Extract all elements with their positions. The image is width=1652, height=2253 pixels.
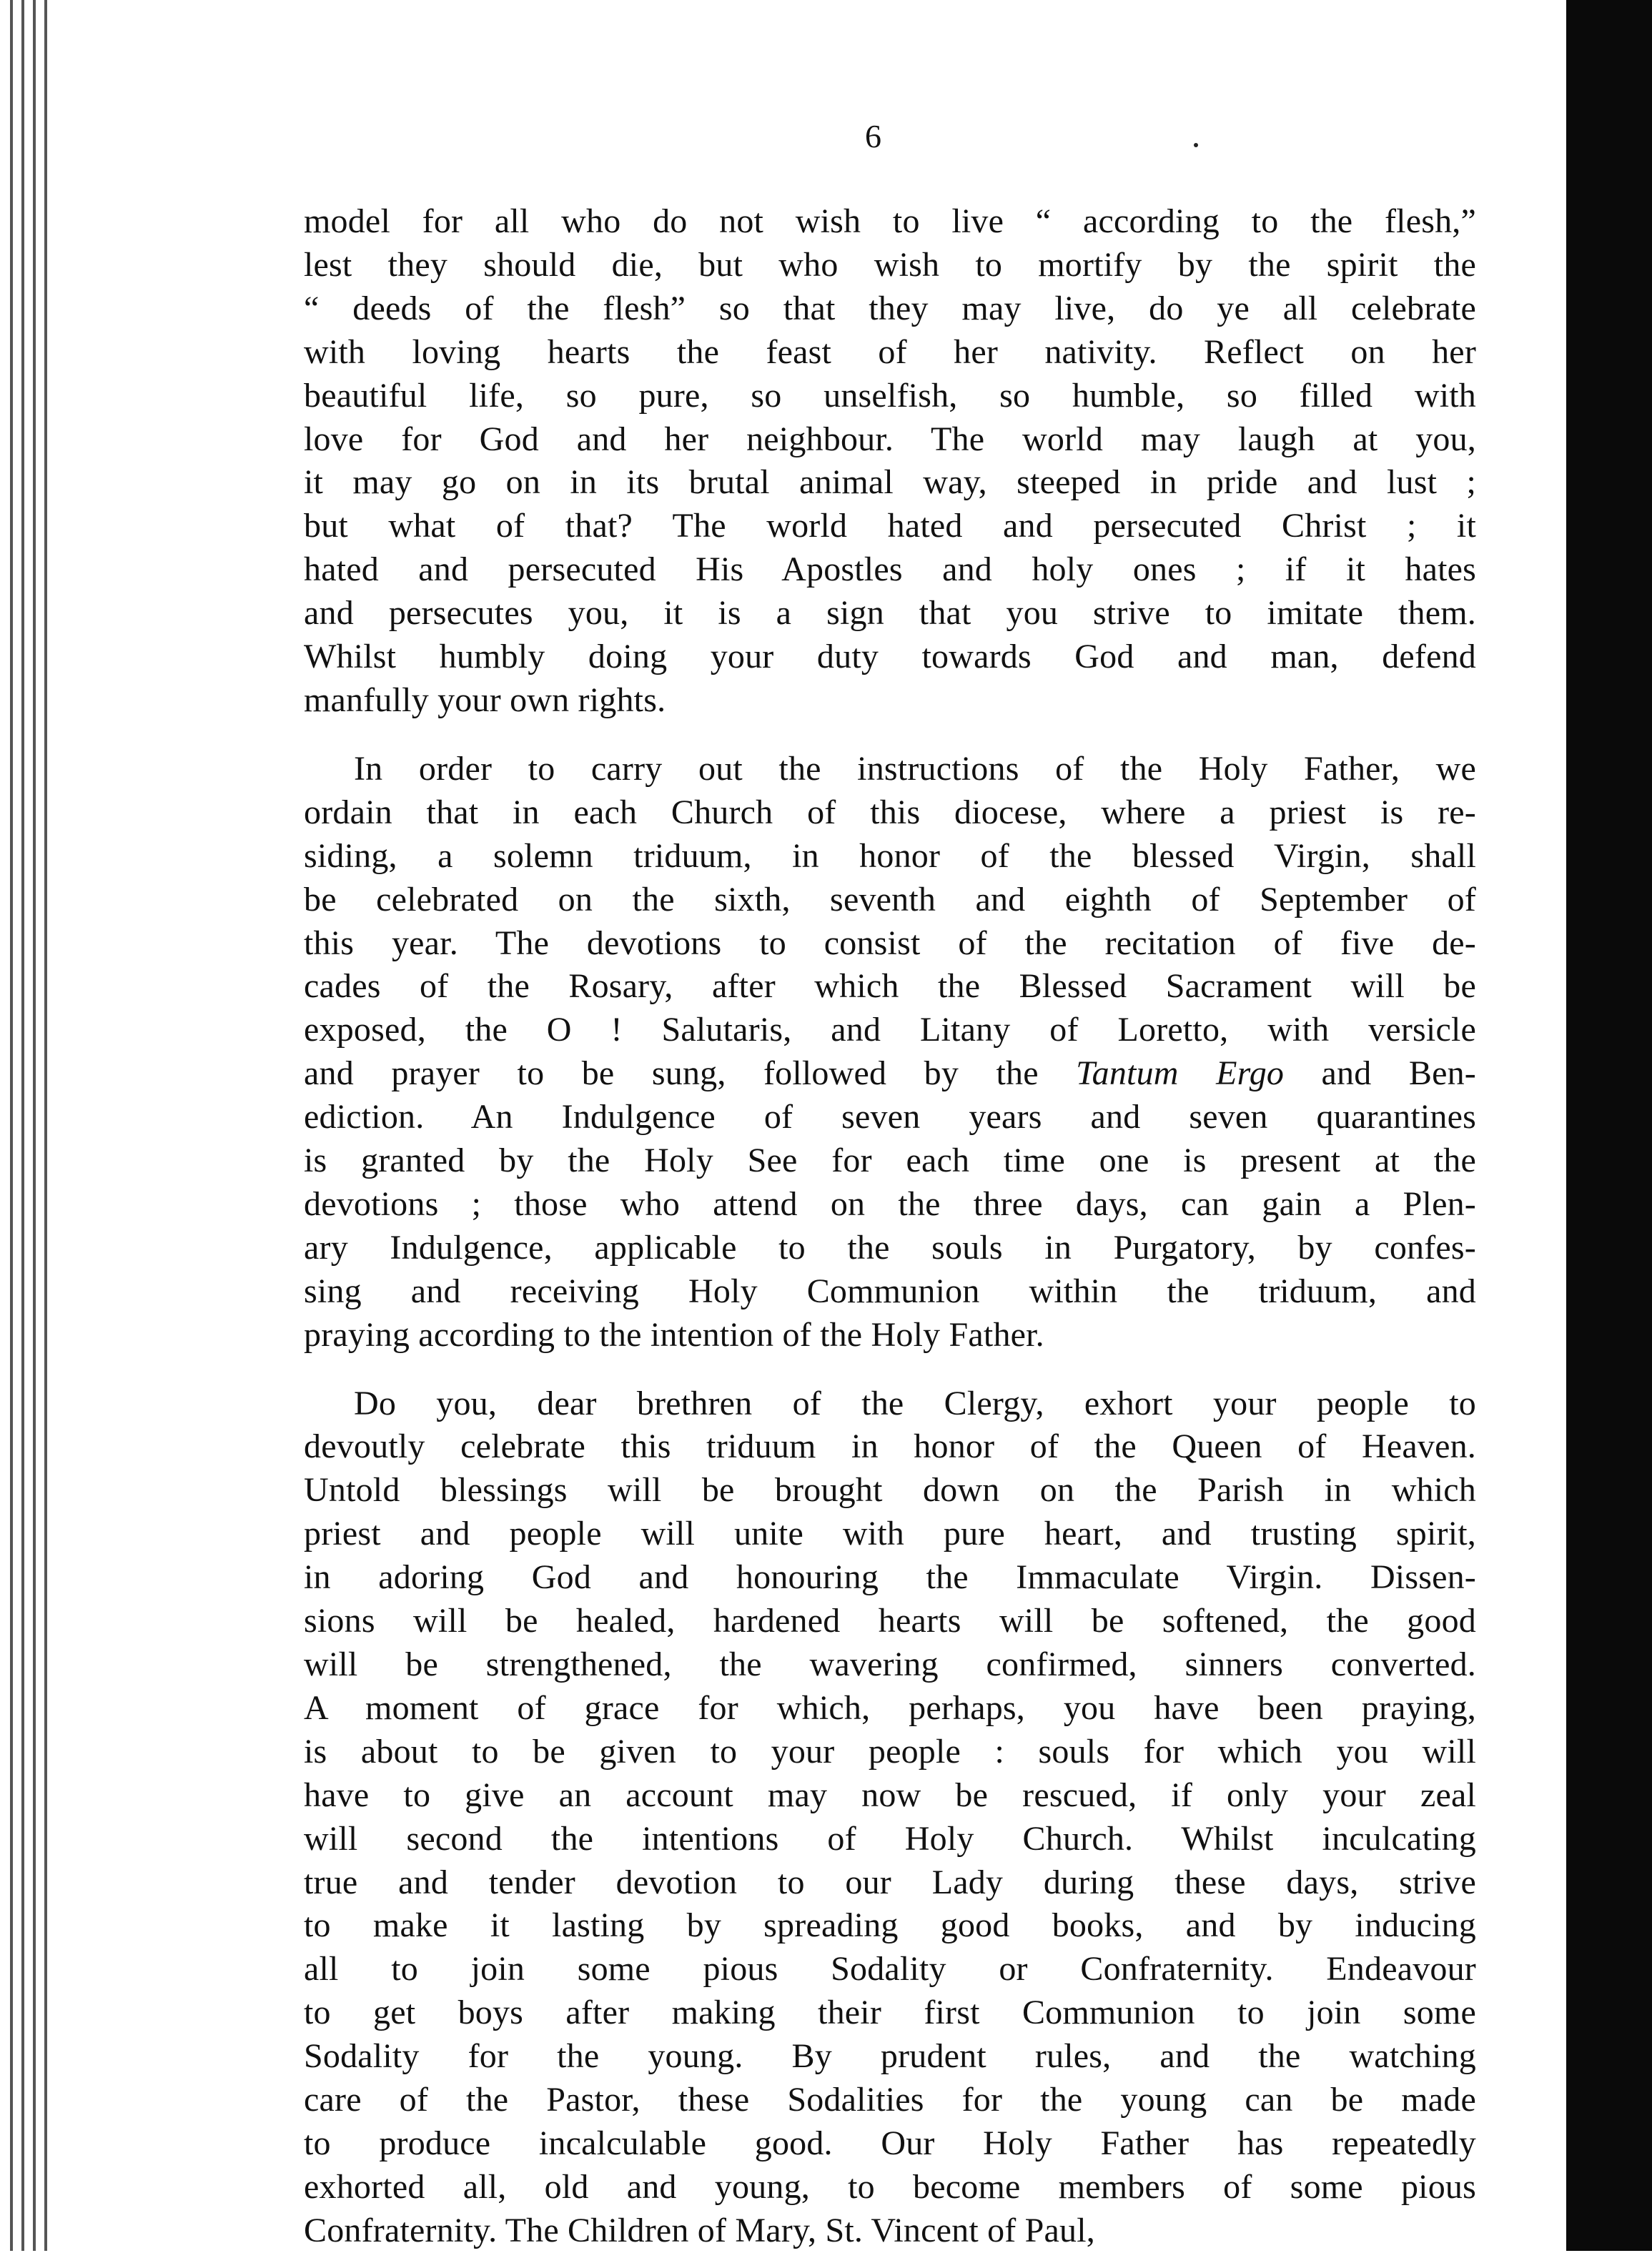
- text-line: but what of that? The world hated and persecuted Christ ; it: [304, 507, 1476, 545]
- text-line: Do you, dear brethren of the Clergy, exhort your people to: [354, 1384, 1476, 1422]
- text-line: “ deeds of the flesh” so that they may live, do ye all celebrate: [304, 289, 1476, 327]
- page-stack-line: [10, 0, 13, 2251]
- text-line: Whilst humbly doing your duty towards God and man, defend: [304, 638, 1476, 676]
- text-line: manfully your own rights.: [304, 680, 666, 719]
- text-line: will be strengthened, the wavering confirmed, sinners converted.: [304, 1645, 1476, 1683]
- paragraph-gap: [304, 723, 1476, 748]
- text-line: exposed, the O ! Salutaris, and Litany of Loretto, with versicle: [304, 1011, 1476, 1049]
- text-line: to produce incalculable good. Our Holy Father has repeatedly: [304, 2124, 1476, 2162]
- text-line: In order to carry out the instructions of the Holy Father, we: [354, 749, 1476, 788]
- text-line: priest and people will unite with pure heart, and trusting spirit,: [304, 1515, 1476, 1553]
- paragraph-3: [304, 1382, 1476, 2253]
- text-line: lest they should die, but who wish to mortify by the spirit the: [304, 245, 1476, 284]
- text-line: to get boys after making their first Communion to join some: [304, 1994, 1476, 2032]
- scan-left-edge: [0, 0, 59, 2251]
- text-line: praying according to the intention of the Holy Father.: [304, 1315, 1044, 1354]
- text-line: is about to be given to your people : souls for which you will: [304, 1732, 1476, 1771]
- text-segment: and prayer to be sung, followed by the: [304, 1054, 1077, 1093]
- text-line: to make it lasting by spreading good books, and by inducing: [304, 1906, 1476, 1945]
- text-line: with loving hearts the feast of her nativity. Reflect on her: [304, 332, 1476, 371]
- text-line: true and tender devotion to our Lady during these days, strive: [304, 1863, 1476, 1901]
- text-line: ary Indulgence, applicable to the souls in Purgatory, by confes-: [304, 1228, 1476, 1267]
- document-page: [57, 0, 1566, 2251]
- body-text: [304, 200, 1476, 2253]
- text-line: ediction. An Indulgence of seven years and seven quarantines: [304, 1098, 1476, 1137]
- text-line: Sodality for the young. By prudent rules, and the watching: [304, 2037, 1476, 2076]
- italic-phrase: Tantum Ergo: [1076, 1054, 1285, 1093]
- text-line: hated and persecuted His Apostles and holy ones ; if it hates: [304, 550, 1476, 589]
- page-stack-line: [44, 0, 47, 2251]
- text-line: ordain that in each Church of this diocese, where a priest is re-: [304, 793, 1476, 831]
- text-line: this year. The devotions to consist of the recitation of five de-: [304, 924, 1476, 962]
- paragraph-2: [304, 748, 1476, 1357]
- paragraph-1: [304, 200, 1476, 723]
- text-line: A moment of grace for which, perhaps, you have been praying,: [304, 1688, 1476, 1727]
- page-stack-line: [33, 0, 36, 2251]
- page-number: 6: [865, 118, 881, 154]
- text-line: Confraternity. The Children of Mary, St. Vincent of Paul,: [304, 2211, 1095, 2249]
- scan-speck: [1194, 143, 1198, 147]
- page-stack-line: [21, 0, 24, 2251]
- text-line: have to give an account may now be rescued, if only your zeal: [304, 1776, 1476, 1814]
- text-line: love for God and her neighbour. The world may laugh at you,: [304, 420, 1476, 458]
- text-line: will second the intentions of Holy Church. Whilst inculcating: [304, 1819, 1476, 1858]
- text-segment: and Ben-: [1284, 1054, 1476, 1093]
- text-line: [304, 1052, 1476, 1096]
- text-line: all to join some pious Sodality or Confraternity. Endeavour: [304, 1950, 1476, 1989]
- text-line: cades of the Rosary, after which the Blessed Sacrament will be: [304, 967, 1476, 1006]
- text-line: exhorted all, old and young, to become members of some pious: [304, 2167, 1476, 2206]
- paragraph-gap: [304, 1357, 1476, 1382]
- text-line: devoutly celebrate this triduum in honor of the Queen of Heaven.: [304, 1427, 1476, 1466]
- text-line: care of the Pastor, these Sodalities for the young can be made: [304, 2081, 1476, 2119]
- text-line: is granted by the Holy See for each time one is present at the: [304, 1142, 1476, 1180]
- text-line: devotions ; those who attend on the three days, can gain a Plen-: [304, 1184, 1476, 1223]
- text-line: Untold blessings will be brought down on the Parish in which: [304, 1471, 1476, 1510]
- text-line: be celebrated on the sixth, seventh and eighth of September of: [304, 880, 1476, 918]
- text-line: sing and receiving Holy Communion within the triduum, and: [304, 1272, 1476, 1310]
- text-line: and persecutes you, it is a sign that you strive to imitate them.: [304, 594, 1476, 633]
- text-line: siding, a solemn triduum, in honor of the blessed Virgin, shall: [304, 836, 1476, 875]
- scan-right-edge: [1566, 0, 1652, 2251]
- text-line: sions will be healed, hardened hearts will be softened, the good: [304, 1602, 1476, 1640]
- text-line: it may go on in its brutal animal way, steeped in pride and lust ;: [304, 463, 1476, 502]
- text-line: beautiful life, so pure, so unselfish, so humble, so filled with: [304, 376, 1476, 415]
- text-line: model for all who do not wish to live “ according to the flesh,”: [304, 202, 1476, 240]
- text-line: in adoring God and honouring the Immaculate Virgin. Dissen-: [304, 1558, 1476, 1597]
